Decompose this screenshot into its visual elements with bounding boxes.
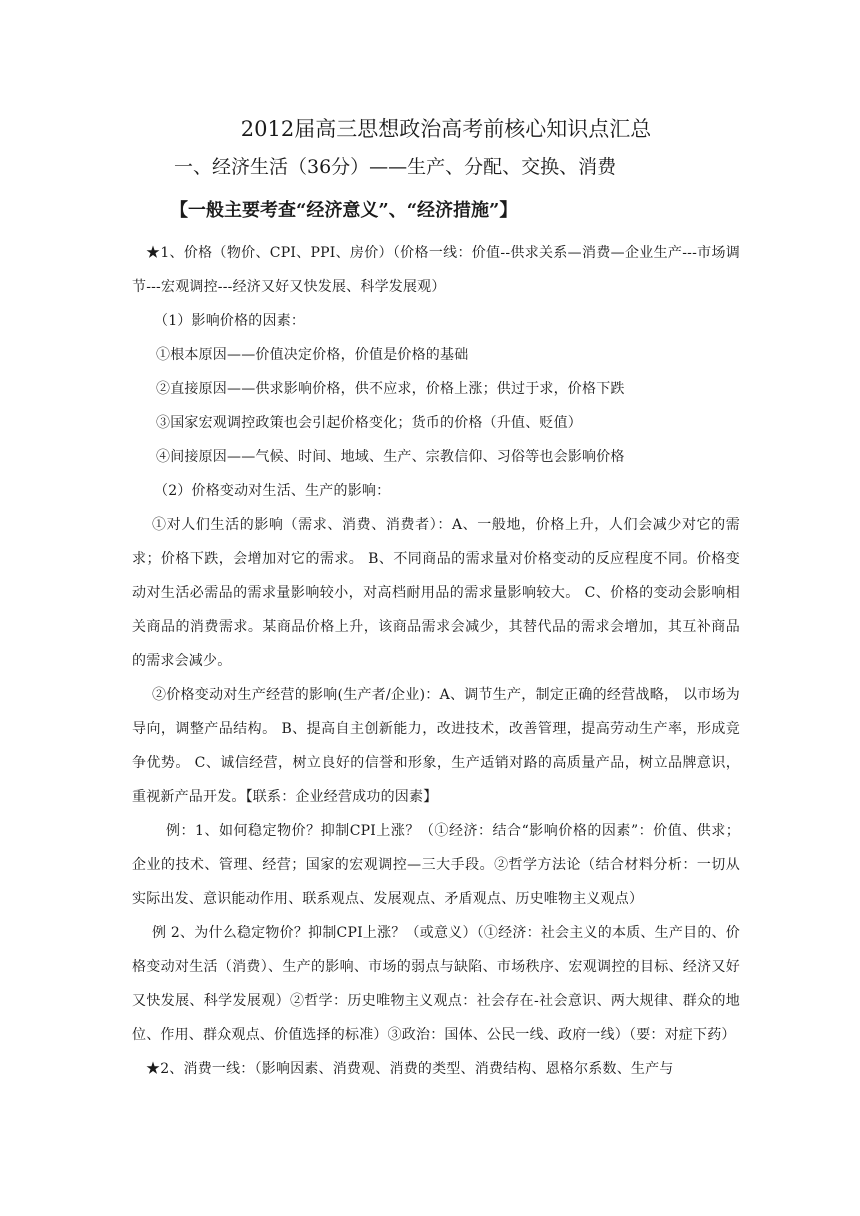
emphasis-note: 【一般主要考查“经济意义”、“经济措施”】 xyxy=(170,200,518,221)
paragraph-factor-3: ③国家宏观调控政策也会引起价格变化；货币的价格（升值、贬值） xyxy=(156,415,582,431)
paragraph-impact-life: ①对人们生活的影响（需求、消费、消费者）：A、一般地，价格上升，人们会减少对它的需求；价格下跌，会增加对它的需求。 B、不同商品的需求量对价格变动的反应程度不同。价格变动对生活必需品的需求量影响较小，对高档耐用品的需求量影响较大。 C、价格的变动会影响相关商品的消费需求。某商品价格上升，该商品需求会减少，其替代品的需求会增加，其互补商品的需求会减少。 xyxy=(132,517,740,669)
paragraph-factors-heading: （1）影响价格的因素： xyxy=(154,313,306,329)
document-body xyxy=(132,236,740,1086)
paragraph-price-intro: ★1、价格（物价、CPI、PPI、房价）（价格一线：价值--供求关系—消费—企业生产---市场调节---宏观调控---经济又好又快发展、科学发展观） xyxy=(132,245,740,295)
document-title: 2012届高三思想政治高考前核心知识点汇总 xyxy=(240,117,652,141)
paragraph-impact-production: ②价格变动对生产经营的影响(生产者/企业)：A、调节生产，制定正确的经营战略， 以市场为导向，调整产品结构。 B、提高自主创新能力，改进技术，改善管理，提高劳动生产率，形成竞争优势。 C、诚信经营，树立良好的信誉和形象，生产适销对路的高质量产品，树立品牌意识，重视新产品开发。【联系：企业经营成功的因素】 xyxy=(132,687,740,805)
paragraph-example-2: 例 2、为什么稳定物价？抑制CPI上涨？（或意义）（①经济：社会主义的本质、生产目的、价格变动对生活（消费）、生产的影响、市场的弱点与缺陷、市场秩序、宏观调控的目标、经济又好又快发展、科学发展观）②哲学：历史唯物主义观点：社会存在-社会意识、两大规律、群众的地位、作用、群众观点、价值选择的标准）③政治：国体、公民一线、政府一线）（要：对症下药） xyxy=(132,925,740,1043)
paragraph-consumption: ★2、消费一线：（影响因素、消费观、消费的类型、消费结构、恩格尔系数、生产与 xyxy=(146,1061,674,1077)
paragraph-factor-2: ②直接原因——供求影响价格，供不应求，价格上涨；供过于求，价格下跌 xyxy=(156,381,625,397)
paragraph-factor-1: ①根本原因——价值决定价格，价值是价格的基础 xyxy=(156,347,469,363)
paragraph-example-1: 例：1、如何稳定物价？抑制CPI上涨？（①经济：结合“影响价格的因素”：价值、供求；企业的技术、管理、经营；国家的宏观调控—三大手段。②哲学方法论（结合材料分析：一切从实际出发、意识能动作用、联系观点、发展观点、矛盾观点、历史唯物主义观点） xyxy=(132,823,740,907)
section-heading: 一、经济生活（36分）——生产、分配、交换、消费 xyxy=(174,156,617,178)
paragraph-impact-heading: （2）价格变动对生活、生产的影响： xyxy=(154,483,391,499)
paragraph-factor-4: ④间接原因——气候、时间、地域、生产、宗教信仰、习俗等也会影响价格 xyxy=(156,449,625,465)
